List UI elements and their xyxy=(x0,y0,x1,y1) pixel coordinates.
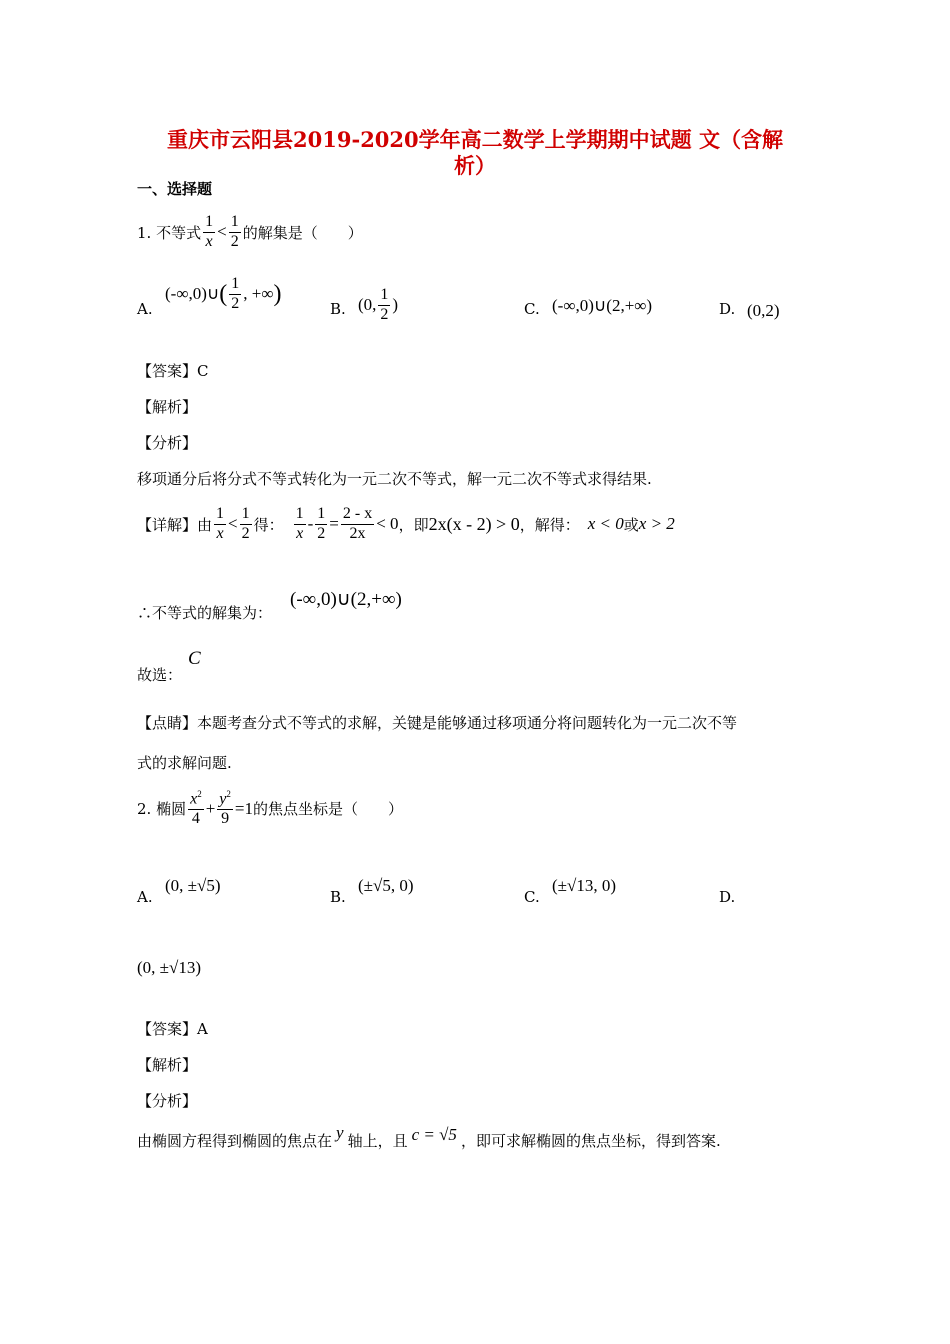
analysis-c: c = √5 xyxy=(411,1124,457,1144)
option-b-label: B. xyxy=(330,888,346,906)
answer-label: 【答案】A xyxy=(137,1020,208,1038)
choose-label: 故选： xyxy=(137,666,183,684)
fraction-1-over-2: $\frac{1}{2}$ xyxy=(241,505,250,542)
equals-one: =1 xyxy=(234,798,253,818)
option-a-part1: (-∞,0)∪ xyxy=(165,284,220,304)
option-d-label: D. xyxy=(719,888,736,906)
option-c-label: C. xyxy=(524,888,540,906)
fraction-result-numerator: 2 - x xyxy=(341,506,374,525)
fraction-result xyxy=(341,506,374,543)
comment-line-1: 【点睛】本题考查分式不等式的求解，关键是能够通过移项通分将问题转化为一元二次不等 xyxy=(137,714,738,732)
jiexi-label: 【解析】 xyxy=(137,1056,198,1074)
fenxi-label: 【分析】 xyxy=(137,434,198,452)
analysis-y: y xyxy=(336,1122,344,1142)
question-1-stem xyxy=(137,214,363,251)
option-c-label: C. xyxy=(524,300,540,318)
option-c-math: (-∞,0)∪(2,+∞) xyxy=(552,296,653,315)
section-heading: 一、选择题 xyxy=(137,180,213,198)
detail-x-lt-0: x < 0 xyxy=(587,514,624,534)
option-a-label: A. xyxy=(137,300,153,318)
detail-ji: ，即 xyxy=(398,515,429,534)
question-1-prefix: 1. 不等式 xyxy=(137,223,202,242)
less-than-sign: < xyxy=(217,222,227,242)
minus-sign: - xyxy=(307,514,314,534)
option-a-math: (0, ±√5) xyxy=(165,876,221,895)
fraction-1-over-x: $\frac{1}{x}$ xyxy=(216,505,225,542)
fraction-1-over-2: $\frac{1}{2}$ xyxy=(231,275,240,312)
right-paren-icon: ) xyxy=(273,280,282,307)
answer-label: 【答案】C xyxy=(137,362,209,380)
detail-label: 【详解】由 xyxy=(137,515,213,534)
detail-x-gt-2: x > 2 xyxy=(638,514,675,534)
fraction-result-denominator: 2x xyxy=(349,524,366,542)
option-b-math: (±√5, 0) xyxy=(358,876,414,895)
option-d-math: (0, ±√13) xyxy=(137,958,201,977)
analysis-text: 移项通分后将分式不等式转化为一元二次不等式，解一元二次不等式求得结果. xyxy=(137,470,652,488)
detail-huo: 或 xyxy=(623,515,639,534)
question-1-suffix: 的解集是（ ） xyxy=(242,223,363,242)
option-a-label: A. xyxy=(137,888,153,906)
option-d-label: D. xyxy=(719,300,736,318)
analysis-part-2: 轴上，且 xyxy=(347,1132,408,1150)
detail-jiede: ，解得： xyxy=(519,515,580,534)
solution-set-math: (-∞,0)∪(2,+∞) xyxy=(290,589,402,610)
fraction-1-over-2: $\frac{1}{2}$ xyxy=(317,505,326,542)
option-a-part2: , +∞ xyxy=(243,284,274,304)
option-b-math xyxy=(358,287,398,324)
equals-sign: = xyxy=(329,514,339,534)
fenxi-label: 【分析】 xyxy=(137,1092,198,1110)
solution-set-label: ∴不等式的解集为： xyxy=(137,604,273,622)
less-than-sign: < xyxy=(228,514,238,534)
detail-inequality: 2x(x - 2) > 0 xyxy=(428,513,520,534)
analysis-text xyxy=(137,1122,721,1151)
fraction-x2-over-4: $\frac{x^2}{4}$ xyxy=(190,789,202,828)
option-d-math: (0,2) xyxy=(747,301,780,320)
analysis-part-3: ，即可求解椭圆的焦点坐标，得到答案. xyxy=(460,1132,721,1150)
detail-de: 得： xyxy=(253,515,284,534)
fraction-1-over-x: $\frac{1}{x}$ xyxy=(295,505,304,542)
fraction-1-over-2: $\frac{1}{2}$ xyxy=(380,286,389,323)
question-2-prefix: 2. 椭圆 xyxy=(137,800,187,819)
fraction-y2-over-9: $\frac{y^2}{9}$ xyxy=(219,789,231,828)
detail-solution xyxy=(137,506,675,543)
fraction-1-over-x: $\frac{1}{x}$ xyxy=(205,213,214,250)
choose-value: C xyxy=(188,648,201,669)
option-b-text: (0, xyxy=(358,295,377,315)
page-title: 重庆市云阳县2019-2020学年高二数学上学期期中试题 文（含解 xyxy=(167,127,783,152)
left-paren-icon: ( xyxy=(219,280,228,307)
plus-sign: + xyxy=(205,798,216,818)
question-2-stem xyxy=(137,790,403,828)
detail-lt0: < 0 xyxy=(376,514,399,534)
fraction-1-over-2: $\frac{1}{2}$ xyxy=(230,213,239,250)
option-b-close: ) xyxy=(392,295,399,315)
option-b-label: B. xyxy=(330,300,346,318)
comment-line-2: 式的求解问题. xyxy=(137,754,232,772)
option-c-math: (±√13, 0) xyxy=(552,876,616,895)
analysis-part-1: 由椭圆方程得到椭圆的焦点在 xyxy=(137,1132,333,1150)
option-a-math xyxy=(165,276,282,313)
question-2-suffix: 的焦点坐标是（ ） xyxy=(253,800,404,819)
jiexi-label: 【解析】 xyxy=(137,398,198,416)
page-title-continuation: 析） xyxy=(454,153,496,178)
